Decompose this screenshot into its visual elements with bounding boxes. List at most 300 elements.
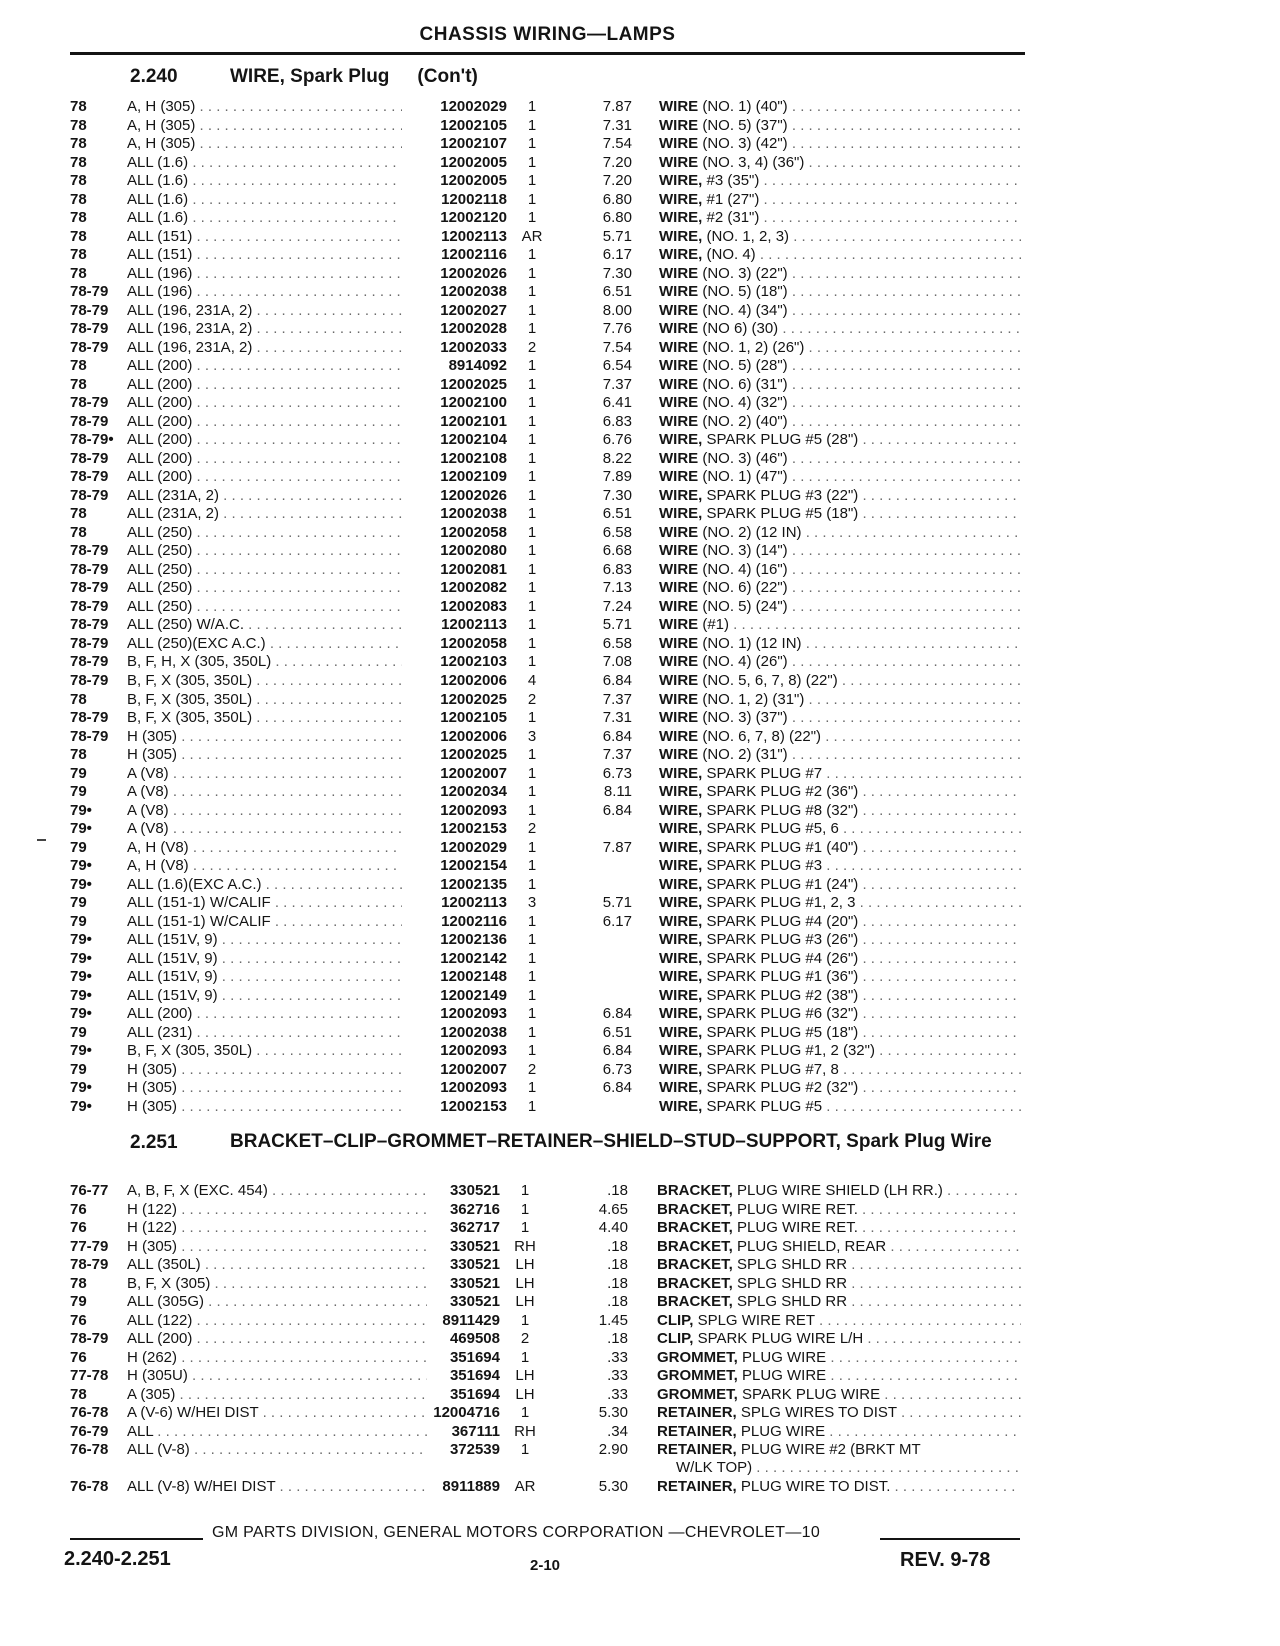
price: .18	[607, 1330, 628, 1348]
table-row	[0, 98, 1280, 117]
model-year: 78-79	[70, 653, 109, 671]
description	[659, 431, 1021, 449]
description-detail: (NO 6) (30)	[698, 320, 779, 338]
quantity: LH	[515, 1293, 535, 1311]
model-year: 76-78	[70, 1441, 109, 1459]
description-keyword: WIRE,	[659, 172, 703, 190]
model-application: ALL (200) . . .	[127, 357, 402, 375]
model-application: ALL (250) . . .	[127, 579, 402, 597]
model-year: 79	[70, 912, 87, 930]
table-row	[0, 1404, 1280, 1423]
quantity: 1	[527, 764, 537, 782]
description-keyword: WIRE,	[659, 431, 703, 449]
model-application: ALL (200) . . .	[127, 468, 402, 486]
price: 6.84	[602, 671, 632, 689]
part-number: 12002113	[441, 616, 507, 634]
description-detail: SPARK PLUG #2 (36")	[702, 783, 859, 801]
model-application: H (122) . . .	[127, 1219, 427, 1237]
description-keyword: WIRE	[659, 634, 699, 652]
part-number: 12002058	[440, 523, 507, 541]
model-application: ALL (151-1) W/CALIF . . .	[127, 894, 402, 912]
section-number: 2.251	[130, 1132, 178, 1153]
model-application: ALL (151V, 9) . . .	[127, 968, 402, 986]
model-year: 78-79	[70, 486, 109, 504]
part-number: 12002093	[440, 1005, 507, 1023]
quantity: 1	[520, 1441, 530, 1459]
model-application: ALL (1.6) . . .	[127, 191, 402, 209]
part-number: 372539	[449, 1441, 500, 1459]
description-keyword: WIRE,	[659, 949, 703, 967]
model-year: 78-79	[70, 671, 109, 689]
model-year: 78-79	[70, 616, 109, 634]
quantity: 2	[527, 690, 537, 708]
description-detail: SPARK PLUG #7	[702, 764, 823, 782]
description	[657, 1238, 1021, 1256]
part-number: 330521	[449, 1274, 500, 1292]
description	[659, 450, 1021, 468]
description-detail: PLUG WIRE RET.	[732, 1200, 858, 1218]
description-detail: PLUG WIRE SHIELD (LH RR.)	[732, 1182, 943, 1199]
price: 5.71	[602, 616, 632, 634]
model-application: ALL (151V, 9) . . .	[127, 987, 402, 1005]
model-year: 78	[70, 523, 87, 541]
part-number: 12002038	[440, 505, 507, 523]
table-row	[0, 709, 1280, 728]
price: 6.54	[602, 357, 632, 375]
model-application: B, F, X (305, 350L) . . .	[127, 691, 402, 709]
price: 6.51	[602, 283, 632, 301]
description-keyword: WIRE,	[659, 486, 703, 504]
model-year: 78-79	[70, 468, 109, 486]
price: 6.84	[602, 801, 632, 819]
description-detail: PLUG WIRE	[736, 1422, 826, 1440]
description	[659, 987, 1021, 1005]
description	[659, 172, 1021, 190]
part-number: 12002038	[440, 283, 507, 301]
model-application: ALL (196, 231A, 2) . . .	[127, 339, 402, 357]
description-detail: #2 (31")	[702, 209, 760, 227]
quantity: 1	[527, 357, 537, 375]
quantity: 1	[520, 1404, 530, 1422]
description-detail: (NO. 4) (26")	[698, 653, 788, 671]
model-year: 79	[70, 764, 87, 782]
part-number: 12002005	[440, 153, 507, 171]
model-year: 78-79•	[70, 431, 114, 449]
model-year: 79	[70, 783, 87, 801]
description-keyword: WIRE,	[659, 968, 703, 986]
table-row	[0, 283, 1280, 302]
description-keyword: WIRE	[659, 283, 699, 301]
quantity: 1	[527, 634, 537, 652]
description	[659, 135, 1021, 153]
description	[659, 783, 1021, 801]
table-row	[0, 1349, 1280, 1368]
part-number: 12002025	[440, 375, 507, 393]
model-year: 76	[70, 1348, 87, 1366]
quantity: 1	[527, 209, 537, 227]
quantity: LH	[515, 1367, 535, 1385]
model-application: ALL (250) . . .	[127, 561, 402, 579]
table-row	[0, 431, 1280, 450]
description-detail: (NO. 1, 2, 3)	[702, 227, 790, 245]
part-number: 12002006	[440, 727, 507, 745]
description-detail: #1 (27")	[702, 190, 760, 208]
description-detail: (NO. 1) (40")	[698, 98, 788, 115]
part-number: 12002029	[440, 838, 507, 856]
part-number: 12002081	[440, 560, 507, 578]
quantity: 1	[527, 542, 537, 560]
part-number: 8911889	[442, 1478, 500, 1496]
description	[657, 1312, 1021, 1330]
description-detail: SPARK PLUG #5 (28")	[702, 431, 859, 449]
part-number: 12004716	[433, 1404, 500, 1422]
description-detail: PLUG WIRE	[737, 1367, 827, 1385]
description	[659, 691, 1021, 709]
model-application: H (262) . . .	[127, 1349, 427, 1367]
description-detail: PLUG WIRE #2 (BRKT MT	[736, 1441, 921, 1459]
description-detail: (NO. 4) (32")	[698, 394, 788, 412]
title-rule	[70, 52, 1025, 55]
description-detail: (NO. 4) (34")	[698, 301, 788, 319]
table-row	[0, 616, 1280, 635]
model-year: 79	[70, 1060, 87, 1078]
description	[659, 1005, 1021, 1023]
table-row	[0, 357, 1280, 376]
quantity: 1	[527, 746, 537, 764]
description	[659, 746, 1021, 764]
model-year: 78-79	[70, 542, 109, 560]
price: 4.40	[598, 1219, 628, 1237]
table-row	[0, 1423, 1280, 1442]
price: 6.80	[602, 190, 632, 208]
model-year: 78	[70, 1274, 87, 1292]
description-keyword: RETAINER,	[657, 1422, 737, 1440]
description	[659, 876, 1021, 894]
description	[659, 191, 1021, 209]
description-detail: SPARK PLUG #1 (36")	[702, 968, 859, 986]
quantity: 4	[527, 671, 537, 689]
part-number: 12002026	[440, 486, 507, 504]
section-name-text: BRACKET–CLIP–GROMMET–RETAINER–SHIELD–STUD–SUPPORT,	[230, 1131, 841, 1152]
model-year: 79•	[70, 949, 92, 967]
part-number: 12002026	[440, 264, 507, 282]
part-number: 469508	[449, 1330, 500, 1348]
price: 6.58	[602, 634, 632, 652]
price: 6.41	[602, 394, 632, 412]
quantity: 1	[527, 1042, 537, 1060]
description-detail: (NO. 5) (28")	[698, 357, 788, 375]
model-application: ALL (200) . . .	[127, 1005, 402, 1023]
description-keyword: WIRE	[659, 98, 699, 115]
description-detail: SPARK PLUG #1 (24")	[702, 875, 859, 893]
description	[659, 505, 1021, 523]
description	[659, 524, 1021, 542]
description	[659, 228, 1021, 246]
price: 7.37	[602, 375, 632, 393]
price: 6.51	[602, 505, 632, 523]
model-application: A (V8) . . .	[127, 802, 402, 820]
table-row	[0, 598, 1280, 617]
model-year: 78	[70, 172, 87, 190]
table-row	[0, 1386, 1280, 1405]
table-row	[0, 579, 1280, 598]
price: 7.13	[602, 579, 632, 597]
model-application: ALL (122) . . .	[127, 1312, 427, 1330]
price: .33	[607, 1367, 628, 1385]
description	[659, 709, 1021, 727]
page-title: CHASSIS WIRING—LAMPS	[419, 24, 676, 45]
description	[659, 209, 1021, 227]
part-number: 12002120	[440, 209, 507, 227]
description-keyword: WIRE	[659, 264, 699, 282]
table-row	[0, 209, 1280, 228]
description-continued: W/LK TOP) . . .	[676, 1459, 1021, 1477]
description-keyword: WIRE	[659, 449, 699, 467]
model-year: 76-78	[70, 1404, 109, 1422]
part-number: 330521	[449, 1293, 500, 1311]
quantity: 2	[527, 338, 537, 356]
price: 6.80	[602, 209, 632, 227]
part-number: 351694	[449, 1367, 500, 1385]
part-number: 12002080	[440, 542, 507, 560]
model-year: 78-79	[70, 579, 109, 597]
table-row	[0, 1079, 1280, 1098]
quantity: 1	[527, 783, 537, 801]
part-number: 351694	[449, 1348, 500, 1366]
parts-table-2251	[0, 1182, 1280, 1497]
quantity: 1	[520, 1219, 530, 1237]
model-year: 78	[70, 375, 87, 393]
description	[659, 376, 1021, 394]
price: .33	[607, 1385, 628, 1403]
description-keyword: WIRE	[659, 690, 699, 708]
model-application: ALL (305G) . . .	[127, 1293, 427, 1311]
description-keyword: WIRE	[659, 412, 699, 430]
model-application: A (V8) . . .	[127, 783, 402, 801]
quantity: RH	[514, 1422, 536, 1440]
description-keyword: BRACKET,	[657, 1274, 733, 1292]
model-application: ALL (231A, 2) . . .	[127, 505, 402, 523]
table-row	[0, 1275, 1280, 1294]
part-number: 362716	[449, 1200, 500, 1218]
description-detail: (NO. 6) (22")	[698, 579, 788, 597]
description-detail: #3 (35")	[702, 172, 760, 190]
price: 4.65	[598, 1200, 628, 1218]
quantity: 1	[527, 912, 537, 930]
description-keyword: WIRE,	[659, 1060, 703, 1078]
part-number: 12002058	[440, 634, 507, 652]
quantity: 1	[527, 394, 537, 412]
table-row	[0, 1042, 1280, 1061]
price: 5.30	[598, 1404, 628, 1422]
model-year: 79•	[70, 875, 92, 893]
description-keyword: BRACKET,	[657, 1237, 733, 1255]
description-keyword: WIRE	[659, 338, 699, 356]
description-keyword: WIRE	[659, 579, 699, 597]
quantity: 1	[527, 375, 537, 393]
description	[659, 339, 1021, 357]
table-row	[0, 394, 1280, 413]
section-heading-2240	[70, 66, 1030, 92]
description-keyword: CLIP,	[657, 1311, 694, 1329]
description	[657, 1386, 1021, 1404]
description	[657, 1367, 1021, 1385]
model-application: ALL (200) . . .	[127, 431, 402, 449]
model-year: 77-79	[70, 1237, 109, 1255]
description-keyword: WIRE,	[659, 505, 703, 523]
price: 6.58	[602, 523, 632, 541]
description-keyword: WIRE,	[659, 931, 703, 949]
model-year: 78	[70, 190, 87, 208]
quantity: 1	[527, 1023, 537, 1041]
price: 7.76	[602, 320, 632, 338]
quantity: 1	[527, 931, 537, 949]
section-name-text: WIRE, Spark Plug	[230, 66, 390, 87]
description	[659, 931, 1021, 949]
section-name	[230, 66, 478, 88]
model-year: 78	[70, 1385, 87, 1403]
description-detail: SPARK PLUG #5, 6	[702, 820, 839, 838]
quantity: 1	[527, 653, 537, 671]
part-number: 12002025	[440, 690, 507, 708]
table-row	[0, 1201, 1280, 1220]
part-number: 12002093	[440, 1042, 507, 1060]
description-keyword: WIRE	[659, 523, 699, 541]
quantity: 1	[527, 1079, 537, 1097]
part-number: 12002082	[440, 579, 507, 597]
model-year: 78-79	[70, 727, 109, 745]
footer-rule-left	[70, 1538, 203, 1540]
model-year: 79•	[70, 968, 92, 986]
description-detail: SPARK PLUG WIRE	[737, 1385, 881, 1403]
quantity: 1	[527, 986, 537, 1004]
description-detail: SPARK PLUG #3 (22")	[702, 486, 859, 504]
model-application: ALL (250) . . .	[127, 524, 402, 542]
footer-section-range: 2.240-2.251	[64, 1548, 171, 1570]
description-detail: PLUG WIRE	[737, 1348, 827, 1366]
part-number: 12002007	[440, 764, 507, 782]
description	[659, 1098, 1021, 1116]
description-detail: (NO. 5, 6, 7, 8) (22")	[698, 671, 838, 689]
description-detail: PLUG WIRE RET.	[732, 1219, 858, 1237]
quantity: 3	[527, 894, 537, 912]
footer-rule-right	[880, 1538, 1020, 1540]
description-detail: SPARK PLUG #5	[702, 1097, 823, 1115]
table-row	[0, 172, 1280, 191]
model-year: 79	[70, 894, 87, 912]
description	[659, 302, 1021, 320]
table-row	[0, 246, 1280, 265]
part-number: 12002101	[440, 412, 507, 430]
part-number: 12002109	[440, 468, 507, 486]
description	[657, 1201, 1021, 1219]
quantity: 1	[527, 709, 537, 727]
description-detail: (NO. 4)	[702, 246, 756, 264]
quantity: 1	[520, 1200, 530, 1218]
price: 6.73	[602, 764, 632, 782]
model-application: ALL (151V, 9) . . .	[127, 950, 402, 968]
description-keyword: GROMMET,	[657, 1367, 738, 1385]
description	[659, 117, 1021, 135]
continued-label: (Con't)	[417, 66, 478, 87]
description-detail: SPARK PLUG #1 (40")	[702, 838, 859, 856]
model-year: 79•	[70, 1005, 92, 1023]
table-row	[0, 1005, 1280, 1024]
model-application: ALL (200) . . .	[127, 394, 402, 412]
part-number: 12002136	[440, 931, 507, 949]
price: .18	[607, 1256, 628, 1274]
table-row	[0, 117, 1280, 136]
model-application: ALL (151) . . .	[127, 246, 402, 264]
part-number: 12002107	[440, 135, 507, 153]
model-year: 78	[70, 135, 87, 153]
model-application: ALL . . .	[127, 1423, 427, 1441]
model-year: 78	[70, 690, 87, 708]
description-detail: SPARK PLUG #3 (26")	[702, 931, 859, 949]
description-detail: (NO. 6, 7, 8) (22")	[698, 727, 822, 745]
table-row	[0, 820, 1280, 839]
table-row	[0, 1441, 1280, 1478]
description-detail: (NO. 1, 2) (31")	[698, 690, 805, 708]
part-number: 330521	[449, 1182, 500, 1199]
table-row	[0, 1256, 1280, 1275]
price: 6.17	[602, 912, 632, 930]
model-application: A (V8) . . .	[127, 765, 402, 783]
price: 7.54	[602, 135, 632, 153]
part-number: 12002033	[440, 338, 507, 356]
price: .18	[607, 1237, 628, 1255]
part-number: 12002108	[440, 449, 507, 467]
quantity: 1	[527, 98, 537, 115]
model-application: ALL (151V, 9) . . .	[127, 931, 402, 949]
table-row	[0, 524, 1280, 543]
description-detail: PLUG WIRE TO DIST.	[736, 1478, 891, 1496]
quantity: 1	[527, 486, 537, 504]
price: 6.17	[602, 246, 632, 264]
table-row	[0, 876, 1280, 895]
price: 7.87	[602, 838, 632, 856]
description-keyword: BRACKET,	[657, 1200, 733, 1218]
table-row	[0, 894, 1280, 913]
price: 7.37	[602, 690, 632, 708]
description-keyword: WIRE,	[659, 227, 703, 245]
model-year: 78	[70, 153, 87, 171]
description-keyword: WIRE	[659, 357, 699, 375]
description-keyword: WIRE	[659, 560, 699, 578]
quantity: 1	[520, 1311, 530, 1329]
model-application: H (305) . . .	[127, 1061, 402, 1079]
description-keyword: WIRE	[659, 616, 699, 634]
description-keyword: WIRE,	[659, 246, 703, 264]
model-application: ALL (350L) . . .	[127, 1256, 427, 1274]
description-keyword: WIRE	[659, 468, 699, 486]
description-keyword: BRACKET,	[657, 1256, 733, 1274]
part-number: 12002153	[440, 1097, 507, 1115]
quantity: 2	[520, 1330, 530, 1348]
table-row	[0, 653, 1280, 672]
table-row	[0, 691, 1280, 710]
table-row	[0, 450, 1280, 469]
price: .18	[607, 1182, 628, 1199]
quantity: 1	[527, 431, 537, 449]
model-application: ALL (151) . . .	[127, 228, 402, 246]
description-keyword: RETAINER,	[657, 1478, 737, 1496]
description-keyword: WIRE	[659, 394, 699, 412]
model-application: H (305) . . .	[127, 728, 402, 746]
description-detail: (NO. 6) (31")	[698, 375, 788, 393]
table-row	[0, 857, 1280, 876]
description-keyword: RETAINER,	[657, 1404, 737, 1422]
